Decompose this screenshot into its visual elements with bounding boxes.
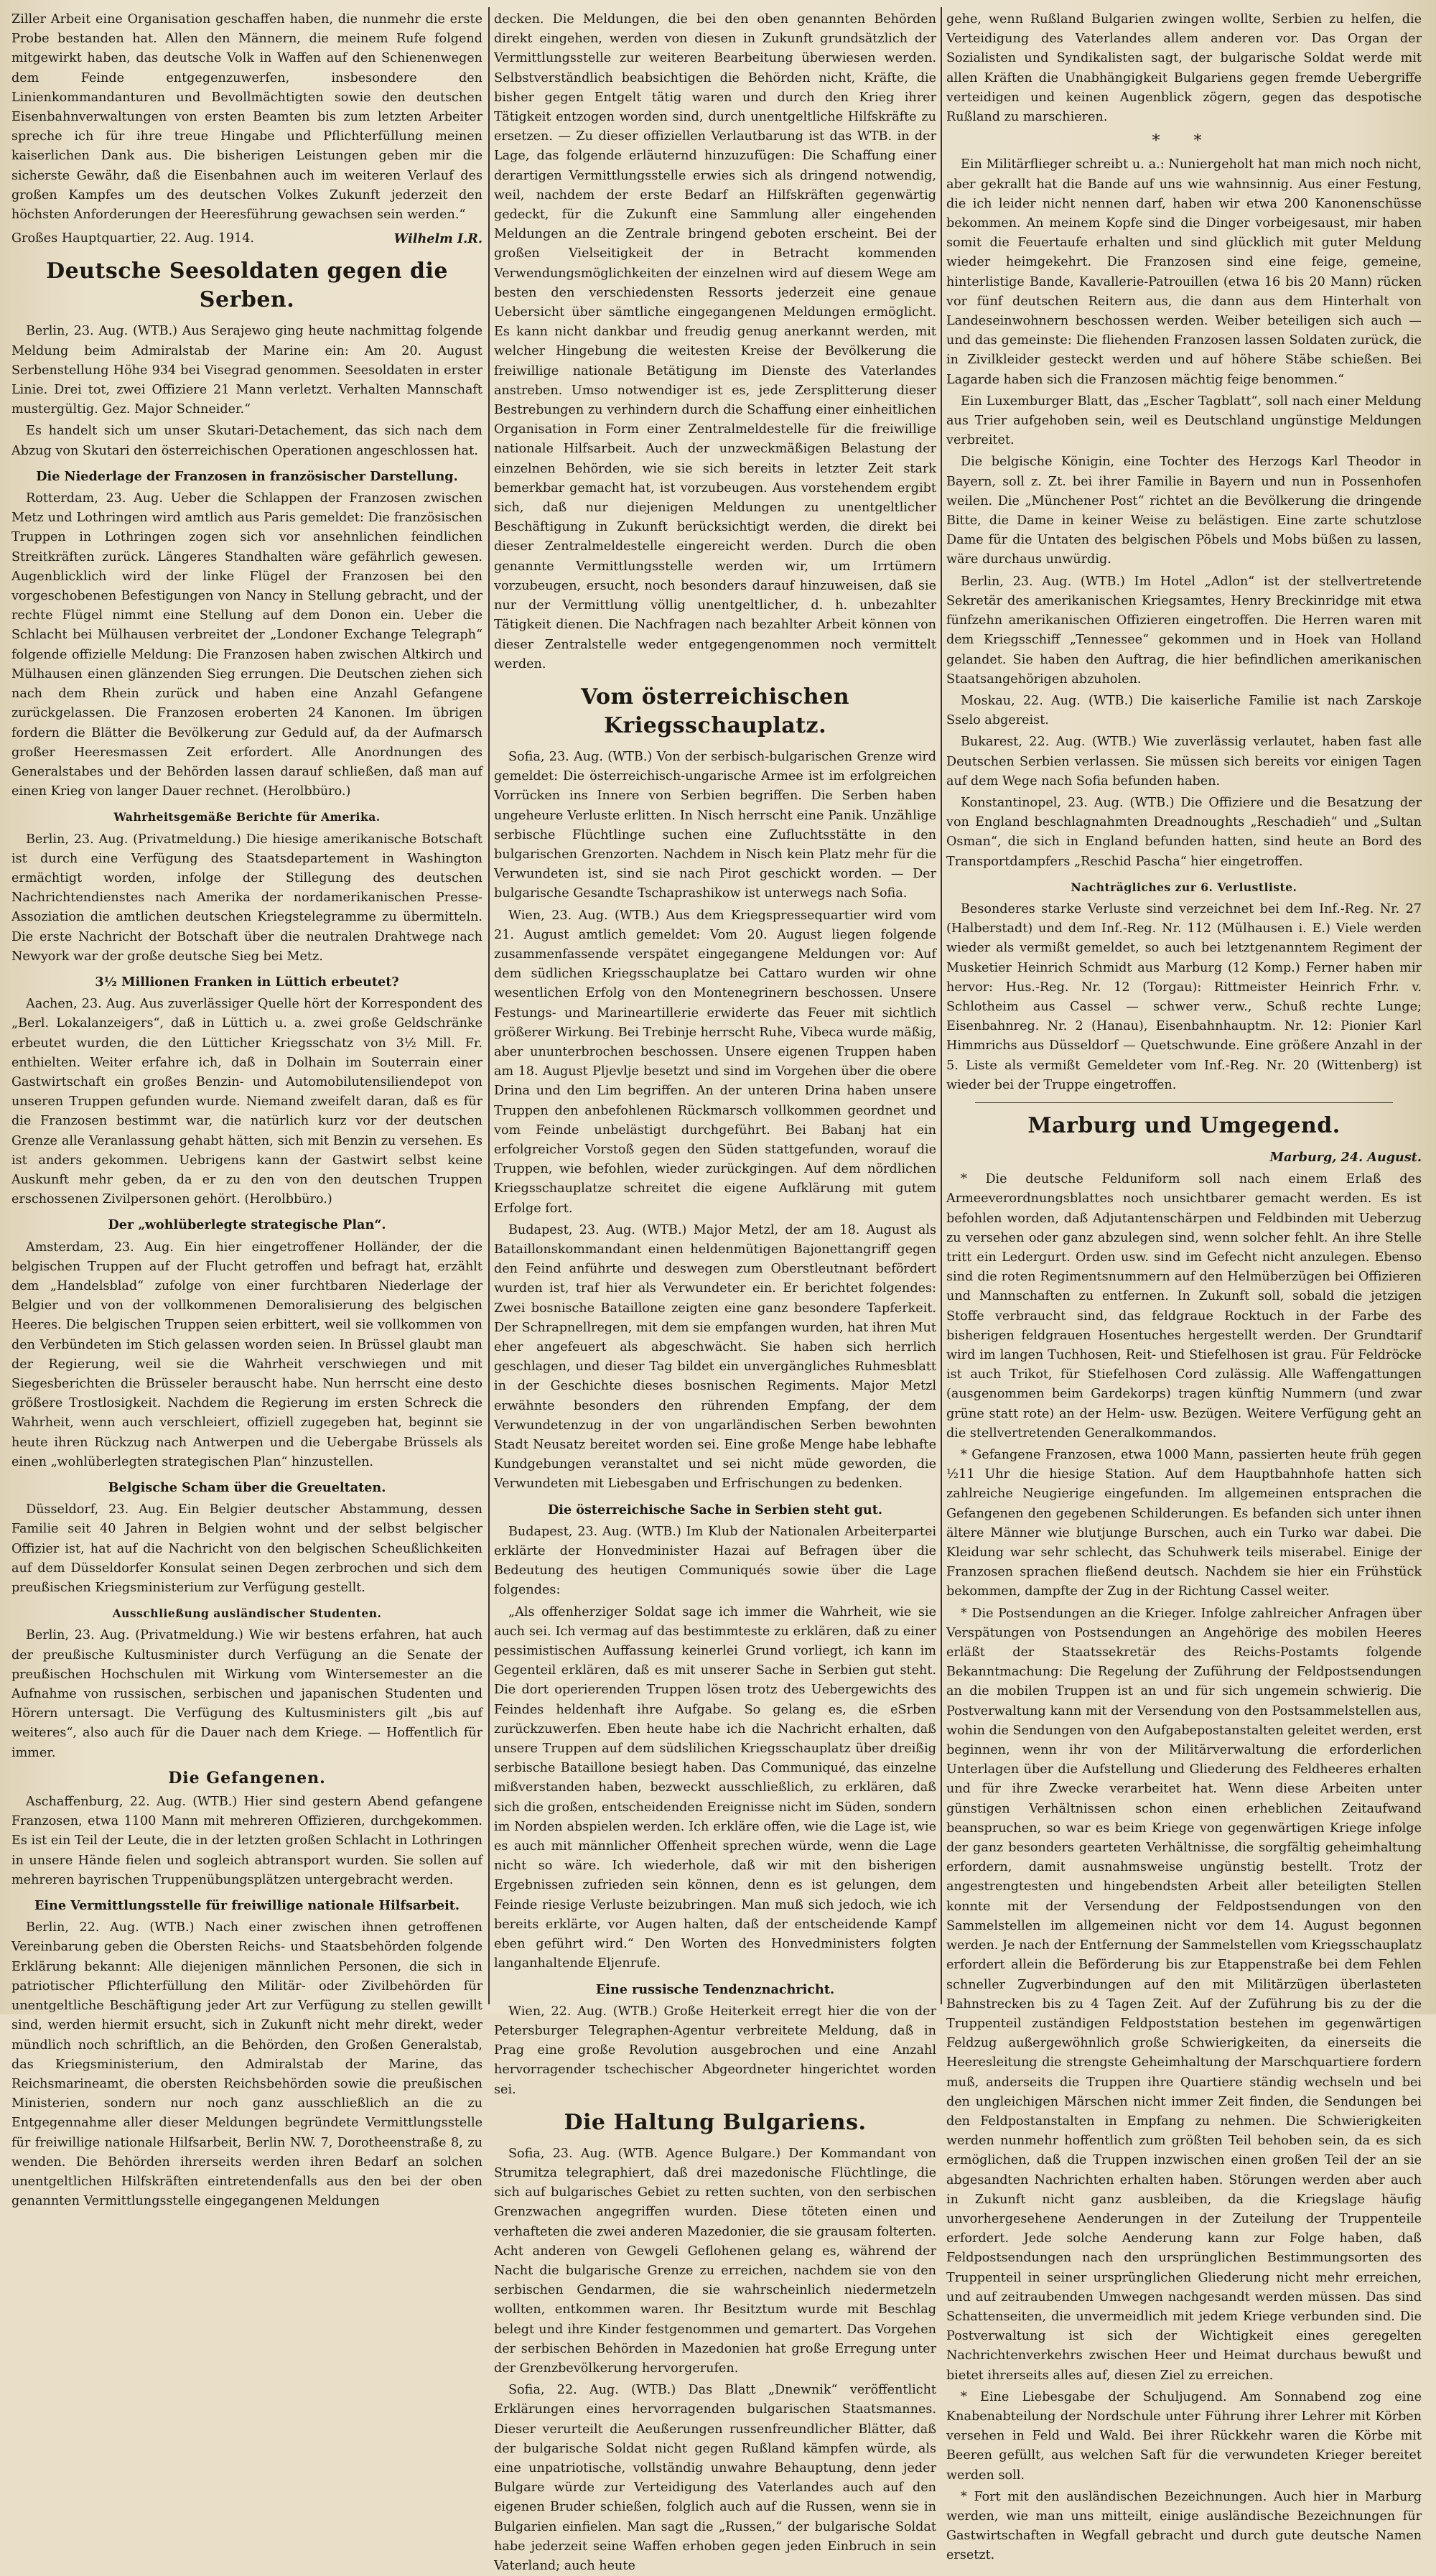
headline-scham: Belgische Scham über die Greueltaten.: [108, 1480, 386, 1496]
article-liebesgabe: * Eine Liebesgabe der Schuljugend. Am Sonnabend zog eine Knabenabteilung der Nordschule unter Führung ihrer Lehrer mit Körben versehen in Feld und Wald. Bei ihrer Rückkehr waren die Körbe mit Beeren gefüllt, aus welchen Saft für die verwundeten Krieger bereitet werden soll.: [946, 2389, 1422, 2483]
signature-place: Großes Hauptquartier, 22. Aug. 1914.: [11, 231, 255, 246]
article-oest-sofia: Sofia, 23. Aug. (WTB.) Von der serbisch-bulgarischen Grenze wird gemeldet: Die österreichisch-ungarische Armee ist im erfolgreichen Vorrücken ins Innere von Serbien begriffen. Die Serben haben ungeheure Verluste erlitten. In Nisch herrscht eine Panik. Unzählige serbische Flüchtlinge suchen eine Zufluchtsstätte in den bulgarischen Grenzorten. Nachdem in Nisch kein Platz mehr für die Verwundeten ist, sind sie nach Pirot geschickt worden. — Der bulgarische Gesandte Tschaprashikow ist unterwegs nach Sofia.: [494, 749, 936, 901]
article-gefangene-franzosen: * Gefangene Franzosen, etwa 1000 Mann, passierten heute früh gegen ½11 Uhr die hiesige Station. Auf dem Hauptbahnhofe hatten sich zahlreiche Neugierige eingefunden. Im allgemeinen entsprachen die Gefangenen den gegebenen Schilderungen. Es befanden sich unter ihnen ältere Männer wie blutjunge Burschen, auch ein Turko war dabei. Die Kleidung war sehr schlecht, das Schuhwerk teils miserabel. Einige der Franzosen sprachen fließend deutsch. Nachdem sie hier ein Frühstück bekommen, dampfte der Zug in der Richtung Cassel weiter.: [946, 1448, 1422, 1599]
column-1: [11, 10, 482, 2209]
article-plan: Amsterdam, 23. Aug. Ein hier eingetroffener Holländer, der die belgischen Truppen auf der Flucht getroffen und befragt hat, erzählt dem „Handelsblad“ zufolge von einer furchtbaren Niederlage der Belgier und von der vollkommenen Demoralisierung des belgischen Heeres. Die belgischen Truppen seien erbittert, weil sie vollkommen von den Verbündeten im Stich gelassen worden seien. In Brüssel glaubt man der Regierung, weil sie die Wahrheit verschwiegen und mit Siegesberichten die Brüsseler berauscht habe. Nun herrscht eine desto größere Trostlosigkeit. Nachdem die Regierung im ersten Schreck die Wahrheit, wenn auch verschleiert, offiziell zugegeben hat, beginnt sie heute ihren Rückzug nach Antwerpen und die Uebergabe Brüssels als einen „wohlüberlegten strategischen Plan“ hinzustellen.: [11, 1240, 482, 1469]
article-konstantinopel: Konstantinopel, 23. Aug. (WTB.) Die Offiziere und die Besatzung der von England beschlagnahmten Dreadnoughts „Reschadieh“ und „Sultan Osman“, die sich in England befunden hatten, sind heute an Bord des Transportdampfers „Reschid Pascha“ hier eingetroffen.: [946, 795, 1422, 869]
headline-verlustliste: Nachträgliches zur 6. Verlustliste.: [1071, 880, 1297, 894]
headline-studenten: Ausschließung ausländischer Studenten.: [112, 1606, 382, 1621]
article-flieger: Ein Militärflieger schreibt u. a.: Nuniergeholt hat man mich noch nicht, aber gekrallt hat die Bande auf uns wie wahnsinnig. Aus einer Festung, die ich leider nicht nennen darf, haben wir etwa 200 Kanonenschüsse bekommen. An meinem Kopfe sind die Dinger vorbeigesaust, mir haben somit die Feuertaufe erhalten und sind glücklich mit guter Meldung wieder heimgekehrt. Die Franzosen sind eine feige, gemeine, hinterlistige Bande, Kavallerie-Patrouillen (etwa 16 bis 20 Mann) rücken vor fünf deutschen Reitern aus, die dann aus dem Hinterhalt von Landeseinwohnern beschossen werden. Weiber beteiligen sich auch — und das gemeinste: Die fliehenden Franzosen lassen Soldaten zurück, die in Zivilkleider gesteckt werden und auf höhere Stäbe schießen. Bei Lagarde haben sich die Franzosen mächtig feige benommen.“: [946, 157, 1422, 387]
article-sache-quote: „Als offenherziger Soldat sage ich immer die Wahrheit, wie sie auch sei. Ich vermag auf das bestimmteste zu erklären, daß zu einer pessimistischen Auffassung keinerlei Grund vorliegt, ich kann im Gegenteil erklären, daß es mit unserer Sache in Serbien gut steht. Die dort operierenden Truppen lösen trotz des Uebergewichts des Feindes heldenhaft ihre Aufgabe. So gelang es, die eSrben zurückzuwerfen. Eben heute habe ich die Nachricht erhalten, daß unsere Truppen auf dem südslilichen Kriegsschauplatz über dreißig serbische Bataillone besiegt haben. Das Communiqué, das einzelne mißverstanden haben, bezweckt ausschließlich, zu erklären, daß sich die großen, entscheidenden Ereignisse nicht im Süden, sondern im Norden abspielen werden. Ich erkläre offen, wie die Lage ist, wie es auch mit männlicher Offenheit sprechen würde, wenn die Lage nicht so wäre. Ich wiederhole, daß wir mit den bisherigen Ergebnissen zufrieden sein können, denn es ist gelungen, dem Feinde riesige Verluste beizubringen. Man muß sich jedoch, wie ich bereits erklärte, vor Augen halten, daß der entscheidende Kampf eben geführt wird.“ Den Worten des Honvedministers folgten langanhaltende Eljenrufe.: [494, 1604, 936, 1971]
headline-gefangenen: Die Gefangenen.: [168, 1768, 326, 1787]
headline-sache: Die österreichische Sache in Serbien steht gut.: [548, 1502, 882, 1517]
article-moskau: Moskau, 22. Aug. (WTB.) Die kaiserliche Familie ist nach Zarskoje Sselo abgereist.: [946, 693, 1422, 728]
section-stars: * *: [1152, 132, 1216, 151]
column-rule-right: [941, 7, 942, 2004]
article-adlon: Berlin, 23. Aug. (WTB.) Im Hotel „Adlon“ ist der stellvertretende Sekretär des amerikanischen Kriegsamtes, Henry Breckinridge mit etwa fünfzehn amerikanischen Offizieren eingetroffen. Die Herren waren mit dem Kriegsschiff „Tennessee“ gekommen und in Hoek van Holland gelandet. Sie haben den Auftrag, die hier befindlichen amerikanischen Staatsangehörigen abzuholen.: [946, 574, 1422, 687]
article-bulgarien-p2: Sofia, 22. Aug. (WTB.) Das Blatt „Dnewnik“ veröffentlicht Erklärungen eines hervorragenden bulgarischen Staatsmannes. Dieser verurteilt die Aeußerungen russenfreundlicher Blätter, daß der bulgarische Soldat nicht gegen Rußland kämpfen würde, als eine unpatriotische, vollständig unwahre Behauptung, denn jeder Bulgare würde zur Verteidigung des Vaterlandes auch auf den eigenen Bruder schießen, folglich auch auf die Russen, wenn sie in Bulgarien einfielen. Man sagt die „Russen,“ der bulgarische Soldat habe jederzeit seine Waffen erhoben gegen jeden Einbruch in sein Vaterland; auch heute: [494, 2383, 936, 2573]
article-bezeichnungen: * Fort mit den ausländischen Bezeichnungen. Auch hier in Marburg werden, wie man uns mitteilt, einige ausländische Bezeichnungen für Gastwirtschaften in Wegfall gebracht und durch gute deutsche Namen ersetzt.: [946, 2489, 1422, 2563]
headline-tendenz: Eine russische Tendenznachricht.: [595, 1981, 835, 1997]
article-bukarest: Bukarest, 22. Aug. (WTB.) Wie zuverlässig verlautet, haben fast alle Deutschen Serbien verlassen. Sie müssen sich bereits vor einigen Tagen auf dem Wege nach Sofia befunden haben.: [946, 735, 1422, 789]
decree-signature: [11, 229, 482, 248]
article-koenigin: Die belgische Königin, eine Tochter des Herzogs Karl Theodor in Bayern, soll z. Zt. bei ihrer Familie in Bayern und nun in Possenhofen weilen. Die „Münchener Post“ richtet an die Bevölkerung die dringende Bitte, die Dame in keiner Weise zu belästigen. Eine zarte schutzlose Dame für die Untaten des belgischen Pöbels und Mobs büßen zu lassen, wäre durchaus unwürdig.: [946, 455, 1422, 567]
article-amerika: Berlin, 23. Aug. (Privatmeldung.) Die hiesige amerikanische Botschaft ist durch eine Verfügung des Staatsdepartement in Washington ermächtigt worden, infolge der Stillegung des deutschen Nachrichtendienstes nach Amerika der nordamerikanischen Presse-Assoziation die amtlichen deutschen Kriegstelegramme zu übermitteln. Die erste Nachricht der Botschaft über die neutralen Drahtwege nach Newyork war der große deutsche Sieg bei Metz.: [11, 832, 482, 964]
article-felduniform: * Die deutsche Felduniform soll nach einem Erlaß des Armeeverordnungsblattes noch unsichtbarer gemacht werden. Es ist befohlen worden, daß Adjutantenschärpen und Feldbinden mit Ueberzug zu versehen oder ganz abzulegen sind, wenn solcher fehlt. An ihre Stelle tritt ein Ledergurt. Orden usw. sind im Gefecht nicht anzulegen. Ebenso sind die roten Regimentsnummern auf den Helmüberzügen bei Offizieren und Mannschaften zu entfernen. In Zukunft soll, sobald die jetzigen Stoffe verbraucht sind, das feldgraue Rocktuch in der Farbe des bisherigen feldgrauen Hosentuches hergestellt werden. Der Grundtarif wird im langen Tuchhosen, Reit- und Stiefelhosen ist grau. Für Feldröcke ist auch Trikot, für Stiefelhosen Cord zulässig. Alle Waffengattungen (ausgenommen beim Gardekorps) tragen künftig Nummern (und zwar grüne statt rote) an der Helm- usw. Bezügen. Weitere Verfügung geht an die stellvertretenden Generalkommandos.: [946, 1172, 1422, 1441]
column-3: [946, 10, 1422, 2563]
headline-amerika: Wahrheitsgemäße Berichte für Amerika.: [113, 810, 381, 824]
column-rule-left: [488, 7, 490, 2004]
marburg-dateline: Marburg, 24. August.: [1269, 1149, 1422, 1165]
article-seesoldaten-p2: Es handelt sich um unser Skutari-Detachement, das sich nach dem Abzug von Skutari den österreichischen Operationen angeschlossen hat.: [11, 424, 482, 458]
article-bulgarien-p1: Sofia, 23. Aug. (WTB. Agence Bulgare.) Der Kommandant von Strumitza telegraphiert, daß drei mazedonische Flüchtlinge, die sich auf bulgarisches Gebiet zu retten suchten, von den serbischen Grenzwachen angegriffen wurden. Diese töteten einen und verhafteten die zwei anderen Mazedonier, die sie grausam folterten. Acht anderen von Gewgeli Geflohenen gelang es, während der Nacht die bulgarische Grenze zu erreichen, nachdem sie von den serbischen Gendarmen, die sie wahrscheinlich niedermetzeln wollten, entkommen waren. Ihr Besitztum wurde mit Beschlag belegt und ihre Kinder festgenommen und gemartert. Das Vorgehen der serbischen Behörden in Mazedonien hat große Erregung unter der Grenzbevölkerung hervorgerufen.: [494, 2146, 936, 2376]
article-bulgarien-cont: gehe, wenn Rußland Bulgarien zwingen wollte, Serbien zu helfen, die Verteidigung des Vaterlandes allem anderen vor. Das Organ der Sozialisten und Syndikalisten sagt, der bulgarische Soldat werde mit allen Kräften die Unabhängigkeit Bulgariens gegen fremde Uebergriffe verteidigen und keinen Augenblick zögern, gegen das despotische Rußland zu marschieren.: [946, 12, 1422, 125]
article-postsendungen: * Die Postsendungen an die Krieger. Infolge zahlreicher Anfragen über Verspätungen von Postsendungen an Angehörige des mobilen Heeres erläßt der Staatssekretär des Reichs-Postamts folgende Bekanntmachung: Die Regelung der Zuführung der Feldpostsendungen an die mobilen Truppen ist an und für sich ungemein schwierig. Die Postverwaltung kann mit der Versendung von den Postsammelstellen aus, wohin die Sendungen von den Aufgabepostanstalten geleitet werden, erst beginnen, wenn ihr von der Militärverwaltung die erforderlichen Unterlagen über die Aufstellung und Gliederung des Feldheeres erhalten und für ihre Zwecke verarbeitet hat. Wenn diese Arbeiten unter günstigen Verhältnissen schon einen erheblichen Zeitaufwand beanspruchen, so war es beim Kriege von gegenwärtigen Kriege infolge der ganz besonders gearteten Verhältnisse, die sorgfältig geheimhaltung erfordern, damit ausnahmsweise ungünstig bestellt. Trotz der angestrengtesten und hingebendsten Arbeit aller beteiligten Stellen konnte mit der Versendung der Feldpostsendungen von den Sammelstellen im allgemeinen nicht vor dem 14. August begonnen werden. Je nach der Entfernung der Sammelstellen vom Kriegsschauplatz erfordert allein die Beförderung bis zur Etappenstraße bei dem Fehlen schneller Zugverbindungen auf den mit Militärzügen überlasteten Bahnstrecken bis zu 4 Tagen Zeit. Auf der Zuführung bis zu der die Truppenteil zuständigen Feldpoststation bestehen im gegenwärtigen Feldzug außergewöhnlich große Schwierigkeiten, da einerseits die Heeresleitung die strengste Geheimhaltung der Marschquartiere fordern muß, anderseits die Truppen ihre Quartiere ständig wechseln und bei den ungleichigen Märschen nicht immer Zeit finden, die Sendungen bei den Feldpostanstalten in Empfang zu nehmen. Die Schwierigkeiten werden nunmehr hoffentlich zum größten Teil behoben sein, da es sich ermöglichen, daß die Truppen inzwischen einen großen Teil der an sie abgesandten Nachrichten erhalten haben. Störungen werden aber auch in Zukunft nicht ganz ausbleiben, da die Kriegslage häufig unvorhergesehene Aenderungen in der Zuteilung der Truppenteile erfordert. Jede solche Aenderung kann zur Folge haben, daß Feldpostsendungen nach den ursprünglichen Bestimmungsorten des Truppenteil in seiner ursprünglichen Gliederung nicht mehr erreichen, und auf zeitraubenden Umwegen nachgesandt werden müssen. Das sind Schattenseiten, die unvermeidlich mit jedem Kriege verbunden sind. Die Postverwaltung ist sich der Wichtigkeit eines geregelten Nachrichtenverkehrs zwischen Heer und Heimat durchaus bewußt und bietet ihrerseits alles auf, diesen Ziel zu erreichen.: [946, 1606, 1422, 2383]
headline-vermittlung: Eine Vermittlungsstelle für freiwillige nationale Hilfsarbeit.: [34, 1898, 460, 1914]
article-vermittlung: Berlin, 22. Aug. (WTB.) Nach einer zwischen ihnen getroffenen Vereinbarung geben die Obersten Reichs- und Staatsbehörden folgende Erklärung bekannt: Alle diejenigen männlichen Personen, die sich in patriotischer Pflichterfüllung den Militär- oder Zivilbehörden für unentgeltliche Beschäftigung jeder Art zur Verfügung zu stellen gewillt sind, werden hiermit ersucht, sich in Zukunft nicht mehr direkt, weder mündlich noch schriftlich, an die Behörden, den Großen Generalstab, das Kriegsministerium, den Admiralstab der Marine, das Reichsmarineamt, die obersten Reichsbehörden sowie die preußischen Ministerien, sondern nur noch ganz ausschließlich an die zu Entgegennahme aller dieser Meldungen begründete Vermittlungsstelle für freiwillige nationale Hilfsarbeit, Berlin NW. 7, Dorotheenstraße 8, zu wenden. Die Behörden ihrerseits werden ihren Bedarf an solchen unentgeltlichen Hilfskräften eintretendenfalls aus den bei der oben genannten Vermittlungsstelle eingegangenen Meldungen: [11, 1920, 482, 2209]
article-oest-budapest: Budapest, 23. Aug. (WTB.) Major Metzl, der am 18. August als Bataillonskommandant einen heldenmütigen Bajonettangriff gegen den Feind anführte und deswegen zum Oberstleutnant befördert wurden ist, traf hier als Verwundeter ein. Er berichtet folgendes: Zwei bosnische Bataillone zeigten eine ganz besondere Tapferkeit. Der Schrapnellregen, mit dem sie empfangen wurden, hat ihren Mut eher angefeuert als abgeschwächt. Sie haben sich herrlich geschlagen, und dieser Tag bildet ein unvergängliches Ruhmesblatt in der Geschichte dieses bosnischen Regiments. Major Metzl erwähnte besonders den rührenden Empfang, der dem Verwundetenzug in der von ungarländischen Serben bewohnten Stadt Neusatz bereitet worden sei. Eine große Menge habe lebhafte Kundgebungen veranstaltet und sei nicht müde geworden, die Verwundeten mit Liebesgaben und Erfrischungen zu bedenken.: [494, 1222, 936, 1492]
article-niederlage: Rotterdam, 23. Aug. Ueber die Schlappen der Franzosen zwischen Metz und Lothringen wird amtlich aus Paris gemeldet: Die französischen Truppen in Lothringen zogen sich vor ansehnlichen feindlichen Streitkräften zurück. Längeres Standhalten wäre gefährlich gewesen. Augenblicklich wird der linke Flügel der Franzosen bei den vorgeschobenen Befestigungen von Nancy in Stellung gebracht, und der rechte Flügel nimmt eine Stellung auf dem Donon ein. Ueber die Schlacht bei Mülhausen verbreitet der „Londoner Exchange Telegraph“ folgende offizielle Meldung: Die Franzosen haben zwischen Altkirch und Mülhausen einen glänzenden Sieg errungen. Die Deutschen ziehen sich nach dem Rhein zurück und haben eine Anzahl Gefangene zurückgelassen. Die Franzosen eroberten 24 Kanonen. Im übrigen fordern die Blätter die Bevölkerung zur Geduld auf, da der Aufmarsch großer Heeresmassen Zeit erfordert. Alle Anordnungen des Generalstabes und der Behörden lassen darauf schließen, daß man auf einen Krieg von langer Dauer rechnet. (Herolbbüro.): [11, 491, 482, 799]
column-2: [494, 10, 936, 2573]
divider-line: [975, 1102, 1393, 1103]
article-oest-wien: Wien, 23. Aug. (WTB.) Aus dem Kriegspressequartier wird vom 21. August amtlich gemeldet: Vom 20. August liegen folgende zusammenfassende verspätet eingegangene Meldungen vor: Auf dem südlichen Kriegsschauplatze bei Cattaro wurden wir ohne wesentlichen Erfolg von den Montenegrinern beschossen. Unsere Festungs- und Marineartillerie erwiderte das Feuer mit sichtlich größerer Wirkung. Bei Trebinje herrscht Ruhe, Vibeca wurde mäßig, aber ununterbrochen beschossen. Unsere eigenen Truppen haben am 18. August Pljevlje besetzt und sind im Vorgehen über die obere Drina und den Lim begriffen. An der unteren Drina haben unsere Truppen den anbefohlenen Rückmarsch vollkommen geordnet und vom Feinde unbelästigt durchgeführt. Bei Babanj hat ein erfolgreicher Vorstoß gegen den Süden stattgefunden, worauf die Truppen, wie befohlen, wieder zurückgingen. Auf dem nördlichen Kriegsschauplatze schreitet die eigene Aufklärung mit gutem Erfolge fort.: [494, 908, 936, 1216]
headline-oesterreich: Vom österreichischen Kriegsschauplatz.: [581, 684, 849, 738]
article-vermittlung-cont: decken. Die Meldungen, die bei den oben genannten Behörden direkt eingehen, werden von diesen in Zukunft grundsätzlich der Vermittlungsstelle zur weiteren Bearbeitung überwiesen werden. Selbstverständlich beabsichtigen die Behörden nicht, Kräfte, die bisher gegen Entgelt tätig waren und durch den Krieg ihrer Tätigkeit entzogen worden sind, durch unentgeltliche Hilfskräfte zu ersetzen. — Zu dieser offiziellen Verlautbarung ist das WTB. in der Lage, das folgende erläuternd hinzuzufügen: Die Schaffung einer derartigen Vermittlungsstelle erwies sich als dringend notwendig, weil, nachdem der erste Bedarf an Hilfskräften gegenwärtig gedeckt, für die Zukunft eine Sammlung aller eingehenden Meldungen an die Zentrale bringend geboten erscheint. Bei der großen Vielseitigkeit der in Betracht kommenden Verwendungsmöglichkeiten der einzelnen wird auf diesem Wege am besten den verschiedensten Ressorts jederzeit eine genaue Uebersicht über sämtliche eingegangenen Meldungen ermöglicht. Es kann nicht dankbar und freudig genug anerkannt werden, mit welcher Hingebung die weitesten Kreise der Bevölkerung die freiwillige nationale Betätigung im Dienste des Vaterlandes anstreben. Umso notwendiger ist es, jede Zersplitterung dieser Bestrebungen zu verhindern durch die Schaffung einer einheitlichen Organisation in Form einer Zentralmeldestelle für die freiwillige nationale Hilfsarbeit. Auch der unzweckmäßigen Belastung der einzelnen Behörden, wie sie sich bereits in letzter Zeit stark bemerkbar gemacht hat, ist vorzubeugen. Aus vorstehendem ergibt sich, daß nur diejenigen Meldungen zu unentgeltlicher Beschäftigung in Zukunft berücksichtigt werden, die direkt bei dieser Zentralmeldestelle eingereicht werden. Durch die oben genannte Vermittlungsstelle werden wir, um Irrtümern vorzubeugen, ersucht, noch besonders darauf hinzuweisen, daß sie nur der Vermittlung völlig unentgeltlicher, d. h. unbezahlter Tätigkeit dienen. Die Nachfragen nach bezahlter Arbeit können von dieser Zentralstelle weder entgegengenommen noch vermittelt werden.: [494, 12, 936, 671]
signature-name: Wilhelm I.R.: [393, 231, 482, 247]
article-seesoldaten-p1: Berlin, 23. Aug. (WTB.) Aus Serajewo ging heute nachmittag folgende Meldung beim Admiralstab der Marine ein: Am 20. August Serbenstellung Höhe 934 bei Visegrad genommen. Seesoldaten in erster Linie. Drei tot, zwei Offiziere 21 Mann verletzt. Verhalten Mannschaft mustergültig. Gez. Major Schneider.“: [11, 324, 482, 417]
headline-marburg: Marburg und Umgegend.: [1027, 1112, 1341, 1138]
headline-bulgarien: Die Haltung Bulgariens.: [564, 2109, 867, 2135]
article-studenten: Berlin, 23. Aug. (Privatmeldung.) Wie wir bestens erfahren, hat auch der preußische Kultusminister durch Verfügung an die Senate der preußischen Hochschulen mit Wirkung vom Wintersemester an die Aufnahme von russischen, serbischen und japanischen Studenten und Hörern untersagt. Die Verfügung des Kultusministers gilt „bis auf weiteres“, also auch für die Dauer nach dem Kriege. — Hoffentlich für immer.: [11, 1628, 482, 1760]
article-sache-intro: Budapest, 23. Aug. (WTB.) Im Klub der Nationalen Arbeiterpartei erklärte der Honvedminister Hazai auf Befragen über die Bedeutung des heutigen Communiqués sowie über die Lage folgendes:: [494, 1524, 936, 1598]
headline-plan: Der „wohlüberlegte strategische Plan“.: [108, 1217, 386, 1233]
article-luettich: Aachen, 23. Aug. Aus zuverlässiger Quelle hört der Korrespondent des „Berl. Lokalanzeigers“, daß in Lüttich u. a. zwei große Geldschränke erbeutet wurden, die den Lütticher Kriegsschatz von 3½ Mill. Fr. enthielten. Weiter erfahre ich, daß in Dolhain im Souterrain einer Gastwirtschaft ein großes Benzin- und Automobilutensiliendepot von unseren Truppen gefunden wurde. Niemand zweifelt daran, daß es für die Franzosen bestimmt war, die natürlich kurz vor der deutschen Grenze alle Veranlassung gehabt hätten, sich mit Benzin zu versehen. Es ist anders gekommen. Uebrigens kann der Gastwirt selbst keine Auskunft mehr geben, da er zu den von den deutschen Truppen erschossenen Zivilpersonen gehört. (Herolbbüro.): [11, 997, 482, 1207]
headline-seesoldaten: Deutsche Seesoldaten gegen die Serben.: [46, 259, 448, 313]
railway-decree-text: Ziller Arbeit eine Organisation geschaffen haben, die nunmehr die erste Probe bestanden hat. Allen den Männern, die meinem Rufe folgend mitgewirkt haben, das deutsche Volk in Waffen auf den Schienenwegen dem Feinde entgegenzuwerfen, insbesondere den Linienkommandanturen und Bevollmächtigten sowie den deutschen Eisenbahnverwaltungen von ersten Beamten bis zum letzten Arbeiter spreche ich für ihre treue Hingabe und Pflichterfüllung meinen kaiserlichen Dank aus. Die bisherigen Leistungen geben mir die sicherste Gewähr, daß die Eisenbahnen auch im weiteren Verlauf des großen Kampfes um des deutschen Volkes Zukunft jederzeit den höchsten Anforderungen der Heeresführung gewachsen sein werden.“: [11, 12, 482, 223]
article-scham: Düsseldorf, 23. Aug. Ein Belgier deutscher Abstammung, dessen Familie seit 40 Jahren in Belgien wohnt und der selbst belgischer Offizier ist, hat auf die Nachricht von den belgischen Scheußlichkeiten auf dem Düsseldorfer Konsulat seinen Degen zerbrochen und sich dem preußischen Kriegsministerium zur Verfügung gestellt.: [11, 1502, 482, 1596]
headline-luettich: 3½ Millionen Franken in Lüttich erbeutet?: [95, 974, 399, 990]
headline-niederlage: Die Niederlage der Franzosen in französischer Darstellung.: [36, 468, 458, 484]
article-tendenz: Wien, 22. Aug. (WTB.) Große Heiterkeit erregt hier die von der Petersburger Telegraphen-Agentur verbreitete Meldung, daß in Prag eine große Revolution ausgebrochen und eine Anzahl hervorragender tschechischer Abgeordneter hingerichtet worden sei.: [494, 2004, 936, 2097]
article-verlustliste: Besonderes starke Verluste sind verzeichnet bei dem Inf.-Reg. Nr. 27 (Halberstadt) und dem Inf.-Reg. Nr. 112 (Mülhausen i. E.) Viele werden wieder als vermißt gemeldet, so auch bei letztgenanntem Regiment der Musketier Heinrich Schmidt aus Marburg (12 Komp.) Ferner haben mir hervor: Hus.-Reg. Nr. 12 (Torgau): Rittmeister Heinrich Frhr. v. Schlotheim aus Cassel — schwer verw., Schuß rechte Lunge; Eisenbahnreg. Nr. 2 (Hanau), Eisenbahnhauptm. Nr. 12: Pionier Karl Himmrichs aus Düsseldorf — Quetschwunde. Eine größere Anzahl in der 5. Liste als vermißt Gemeldeter vom Inf.-Reg. Nr. 20 (Wittenberg) ist wieder bei der Truppe eingetroffen.: [946, 901, 1422, 1092]
article-gefangenen: Aschaffenburg, 22. Aug. (WTB.) Hier sind gestern Abend gefangene Franzosen, etwa 1100 Mann mit mehreren Offizieren, durchgekommen. Es ist ein Teil der Leute, die in der letzten großen Schlacht in Lothringen in unsere Hände fielen und sogleich abtransport wurden. Sie sollen auf mehreren bayrischen Truppenübungsplätzen untergebracht werden.: [11, 1795, 482, 1887]
article-luxemburg: Ein Luxemburger Blatt, das „Escher Tagblatt“, soll nach einer Meldung aus Trier aufgehoben sein, weil es Deutschland ungünstige Meldungen verbreitet.: [946, 394, 1422, 448]
